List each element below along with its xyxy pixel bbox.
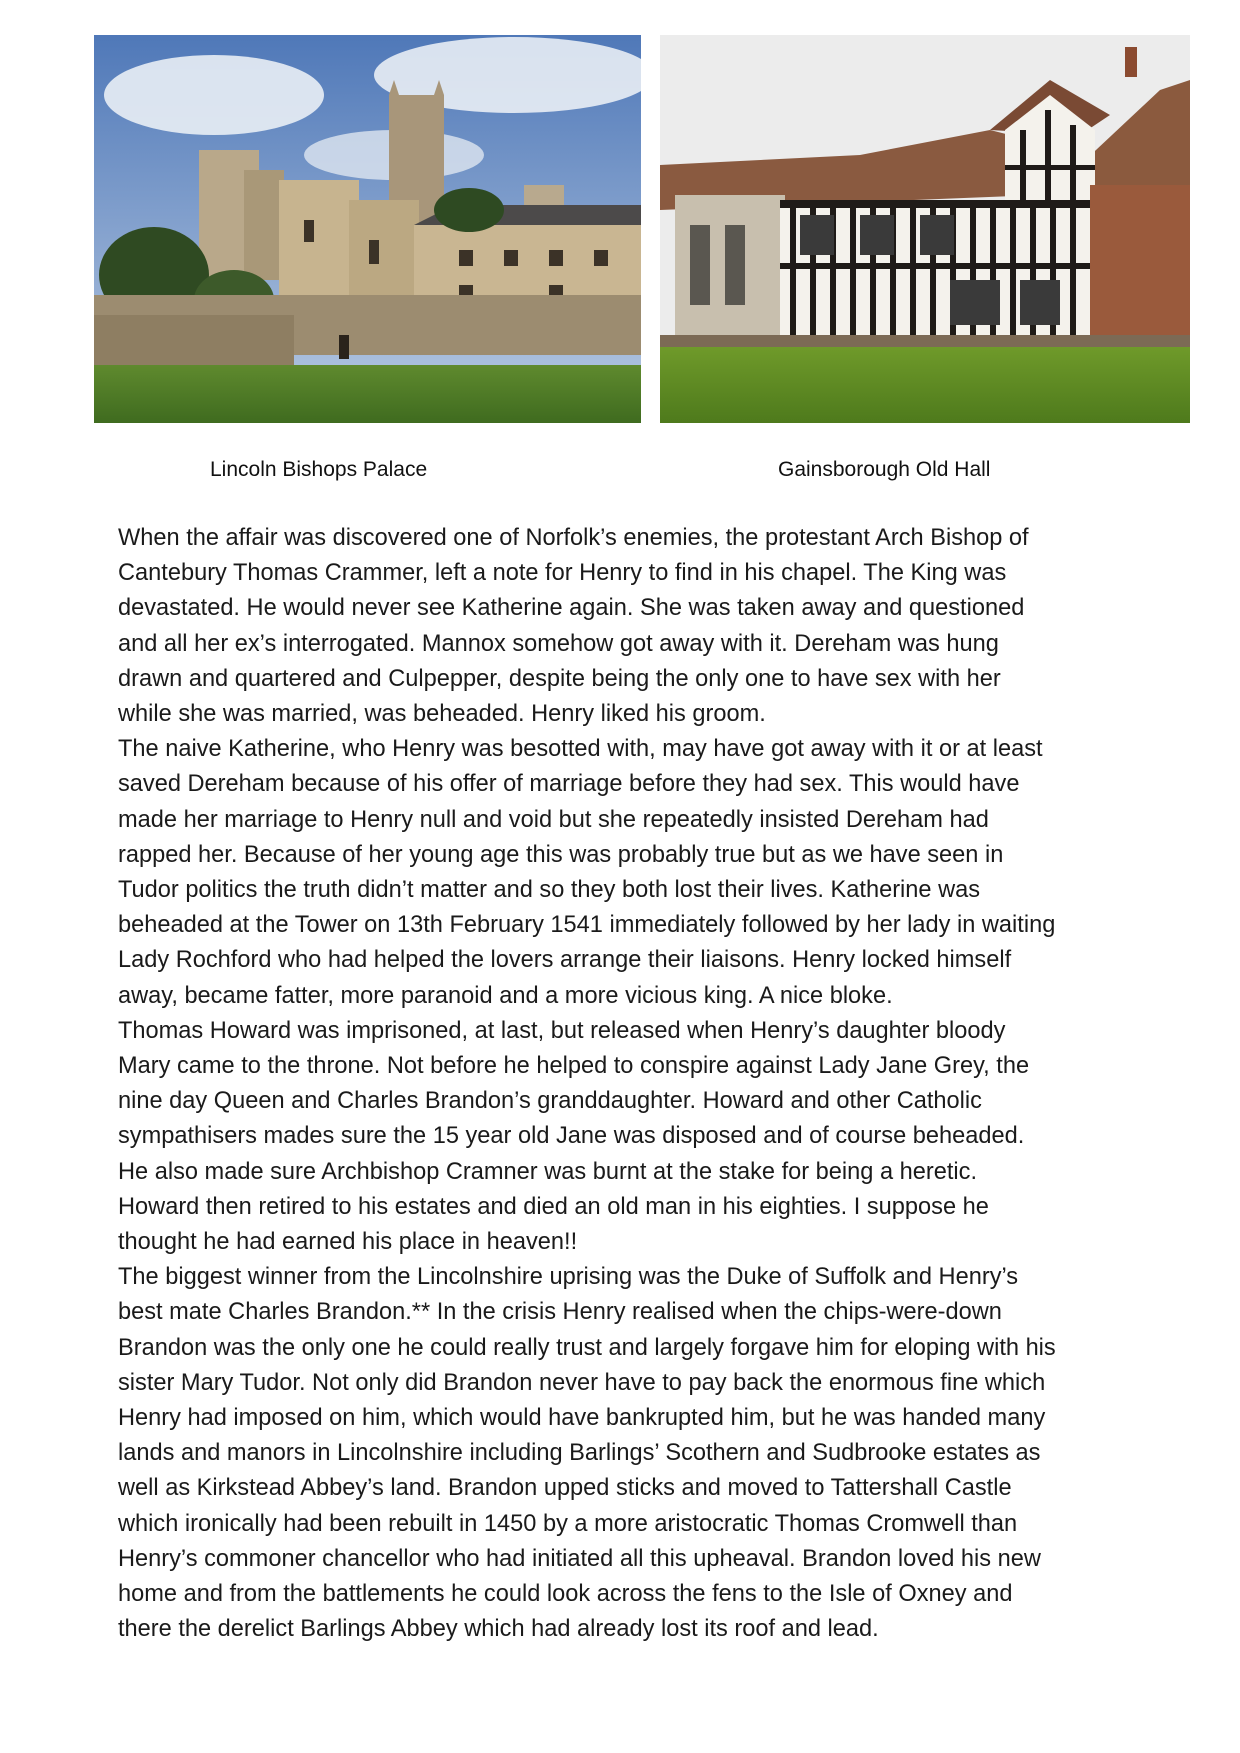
- body-line: while she was married, was beheaded. Henry liked his groom.: [118, 701, 766, 728]
- body-line: saved Dereham because of his offer of marriage before they had sex. This would have: [118, 771, 1020, 798]
- body-line: which ironically had been rebuilt in 1450 by a more aristocratic Thomas Cromwell than: [118, 1510, 1018, 1537]
- body-line: well as Kirkstead Abbey’s land. Brandon upped sticks and moved to Tattershall Castle: [118, 1475, 1012, 1502]
- body-line: home and from the battlements he could look across the fens to the Isle of Oxney and: [118, 1581, 1013, 1608]
- body-line: there the derelict Barlings Abbey which had already lost its roof and lead.: [118, 1616, 879, 1643]
- body-line: The biggest winner from the Lincolnshire uprising was the Duke of Suffolk and Henry’s: [118, 1264, 1019, 1291]
- body-line: When the affair was discovered one of Norfolk’s enemies, the protestant Arch Bishop of: [118, 525, 1029, 551]
- body-line: He also made sure Archbishop Cramner was burnt at the stake for being a heretic.: [118, 1158, 977, 1185]
- body-line: Henry had imposed on him, which would have bankrupted him, but he was handed many: [118, 1405, 1046, 1432]
- gainsborough-old-hall-photo: [660, 35, 1190, 423]
- body-line: drawn and quartered and Culpepper, despite being the only one to have sex with her: [118, 665, 1001, 692]
- body-line: Howard then retired to his estates and died an old man in his eighties. I suppose he: [118, 1193, 989, 1220]
- body-line: Thomas Howard was imprisoned, at last, but released when Henry’s daughter bloody: [118, 1017, 1006, 1044]
- body-line: devastated. He would never see Katherine again. She was taken away and questioned: [118, 595, 1025, 622]
- body-line: Brandon was the only one he could really trust and largely forgave him for eloping with his: [118, 1334, 1056, 1361]
- body-line: nine day Queen and Charles Brandon’s granddaughter. Howard and other Catholic: [118, 1088, 982, 1115]
- body-line: Cantebury Thomas Crammer, left a note for Henry to find in his chapel. The King was: [118, 560, 1007, 587]
- body-line: rapped her. Because of her young age this was probably true but as we have seen in: [118, 841, 1004, 868]
- body-line: best mate Charles Brandon.** In the crisis Henry realised when the chips-were-down: [118, 1299, 1002, 1326]
- article-body: [118, 521, 1128, 1648]
- caption-gainsborough-old-hall: Gainsborough Old Hall: [778, 458, 991, 481]
- body-line: Mary came to the throne. Not before he helped to conspire against Lady Jane Grey, the: [118, 1053, 1030, 1080]
- body-line: Henry’s commoner chancellor who had initiated all this upheaval. Brandon loved his new: [118, 1545, 1041, 1572]
- body-line: made her marriage to Henry null and void but she repeatedly insisted Dereham had: [118, 806, 989, 833]
- body-line: sister Mary Tudor. Not only did Brandon never have to pay back the enormous fine which: [118, 1369, 1046, 1396]
- body-line: sympathisers mades sure the 15 year old Jane was disposed and of course beheaded.: [118, 1123, 1025, 1150]
- body-line: and all her ex’s interrogated. Mannox somehow got away with it. Dereham was hung: [118, 630, 999, 657]
- caption-lincoln-bishops-palace: Lincoln Bishops Palace: [210, 458, 428, 481]
- body-line: The naive Katherine, who Henry was besotted with, may have got away with it or at least: [118, 736, 1043, 763]
- body-line: thought he had earned his place in heaven!!: [118, 1229, 578, 1256]
- body-line: away, became fatter, more paranoid and a more vicious king. A nice bloke.: [118, 982, 893, 1009]
- body-line: Tudor politics the truth didn’t matter and so they both lost their lives. Katherine was: [118, 877, 981, 904]
- body-line: Lady Rochford who had helped the lovers arrange their liaisons. Henry locked himself: [118, 947, 1012, 974]
- lincoln-bishops-palace-photo: [94, 35, 641, 423]
- body-line: beheaded at the Tower on 13th February 1541 immediately followed by her lady in waiting: [118, 912, 1056, 939]
- body-line: lands and manors in Lincolnshire including Barlings’ Scothern and Sudbrooke estates as: [118, 1440, 1041, 1467]
